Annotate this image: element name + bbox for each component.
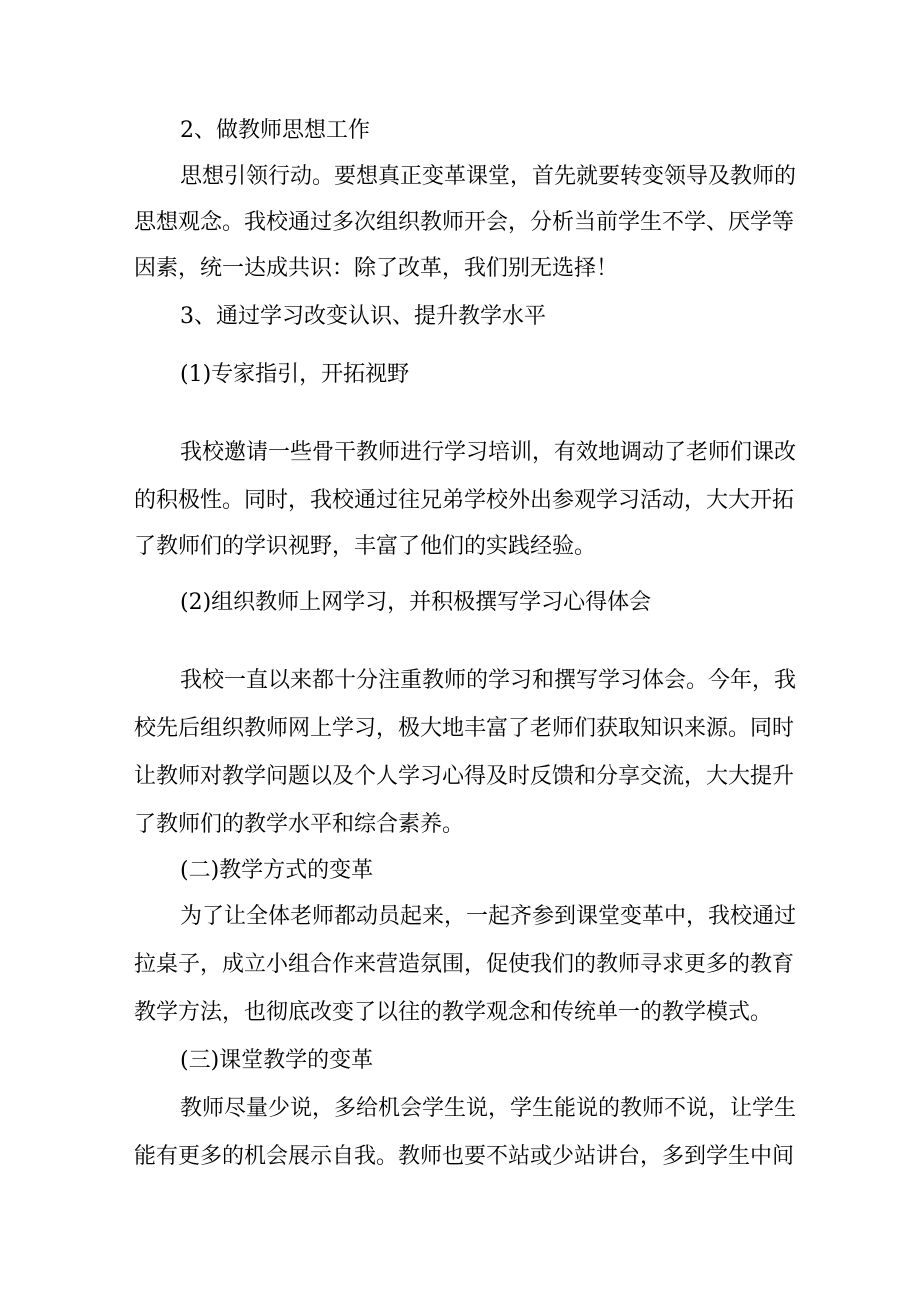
paragraph-line: 我校邀请一些骨干教师进行学习培训，有效地调动了老师们课改 xyxy=(180,440,797,465)
paragraph-line: 教师尽量少说，多给机会学生说，学生能说的教师不说，让学生 xyxy=(180,1096,797,1121)
heading-classroom-teaching-reform: (三)课堂教学的变革 xyxy=(180,1048,374,1073)
paragraph-line: 为了让全体老师都动员起来，一起齐参到课堂变革中，我校通过 xyxy=(180,904,797,929)
heading-online-learning: (2)组织教师上网学习，并积极撰写学习心得体会 xyxy=(180,590,652,615)
heading-learning-improve: 3、通过学习改变认识、提升教学水平 xyxy=(180,304,546,329)
paragraph-line: 我校一直以来都十分注重教师的学习和撰写学习体会。今年，我 xyxy=(180,668,797,693)
heading-expert-guidance: (1)专家指引，开拓视野 xyxy=(180,362,410,387)
paragraph-line: 了教师们的学识视野，丰富了他们的实践经验。 xyxy=(134,534,597,559)
paragraph-line: 思想观念。我校通过多次组织教师开会，分析当前学生不学、厌学等 xyxy=(134,210,795,235)
paragraph-line: 能有更多的机会展示自我。教师也要不站或少站讲台，多到学生中间 xyxy=(134,1144,795,1169)
paragraph-line: 让教师对教学问题以及个人学习心得及时反馈和分享交流，大大提升 xyxy=(134,764,795,789)
heading-teaching-method-reform: (二)教学方式的变革 xyxy=(180,858,374,883)
paragraph-line: 校先后组织教师网上学习，极大地丰富了老师们获取知识来源。同时 xyxy=(134,716,795,741)
heading-teacher-thought-work: 2、做教师思想工作 xyxy=(180,118,370,143)
paragraph-line: 了教师们的教学水平和综合素养。 xyxy=(134,812,465,837)
paragraph-line: 因素，统一达成共识：除了改革，我们别无选择！ xyxy=(134,256,619,281)
paragraph-line: 教学方法，也彻底改变了以往的教学观念和传统单一的教学模式。 xyxy=(134,1000,773,1025)
paragraph-line: 的积极性。同时，我校通过往兄弟学校外出参观学习活动，大大开拓 xyxy=(134,488,795,513)
paragraph-line: 思想引领行动。要想真正变革课堂，首先就要转变领导及教师的 xyxy=(180,164,797,189)
paragraph-line: 拉桌子，成立小组合作来营造氛围，促使我们的教师寻求更多的教育 xyxy=(134,952,795,977)
